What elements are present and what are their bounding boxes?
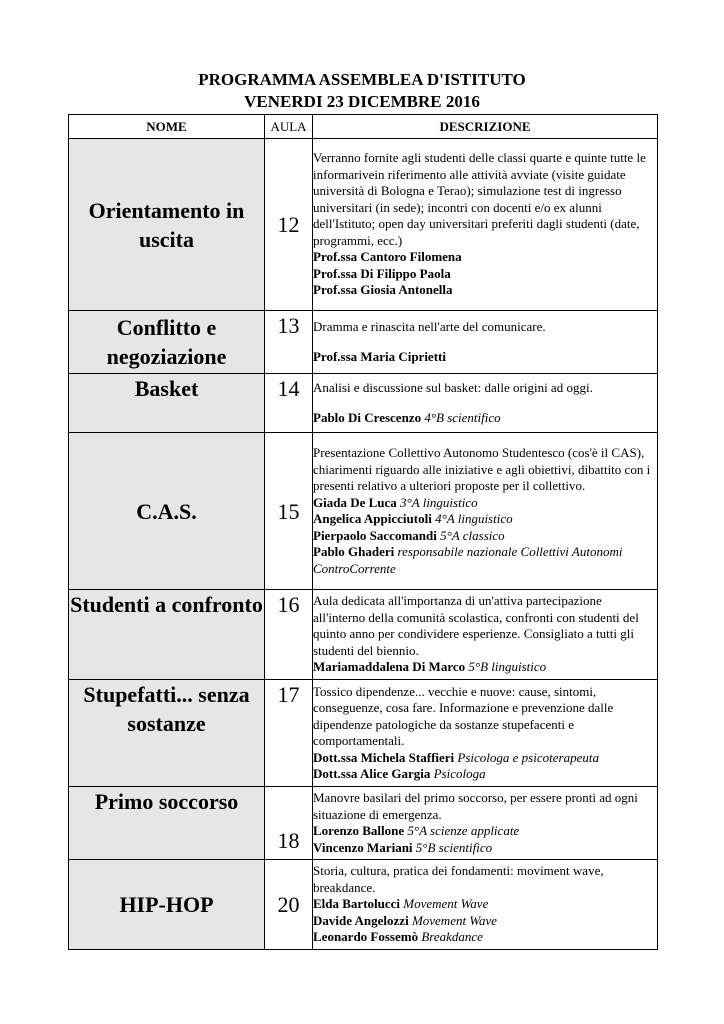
page-subtitle: VENERDI 23 DICEMBRE 2016 — [244, 92, 480, 111]
person-name: Vincenzo Mariani — [313, 839, 413, 855]
person-name: Dott.ssa Michela Staffieri — [313, 749, 455, 765]
page-title: PROGRAMMA ASSEMBLEA D'ISTITUTO — [198, 70, 526, 89]
person-entry — [313, 823, 657, 840]
description-text: Storia, cultura, pratica dei fondamenti: moviment wave, breakdance. — [313, 863, 604, 895]
table-header-row — [69, 115, 658, 139]
column-header-name: NOME — [69, 115, 265, 139]
person-entry — [313, 750, 657, 767]
person-role: Breakdance — [421, 929, 483, 945]
table-row — [69, 860, 658, 950]
activity-description — [313, 860, 658, 950]
column-header-description: DESCRIZIONE — [313, 115, 658, 139]
person-role: 5°A scienze applicate — [407, 823, 520, 838]
person-entry — [313, 913, 657, 930]
table-row — [69, 590, 658, 680]
person-role: 4°A linguistico — [435, 511, 513, 526]
person-entry — [313, 528, 657, 545]
room-number: 17 — [265, 680, 313, 787]
room-number: 15 — [265, 433, 313, 590]
person-name: Lorenzo Ballone — [313, 823, 405, 838]
table-row — [69, 311, 658, 374]
person-name: Prof.ssa Giosia Antonella — [313, 282, 453, 298]
person-name: Pablo Ghaderi — [313, 544, 395, 559]
person-entry — [313, 410, 657, 427]
person-name: Prof.ssa Cantoro Filomena — [313, 249, 462, 265]
activity-description — [313, 787, 658, 860]
table-row — [69, 787, 658, 860]
activity-description — [313, 374, 658, 433]
activity-name: Primo soccorso — [69, 787, 265, 860]
table-row — [69, 433, 658, 590]
person-role: 5°A classico — [440, 527, 505, 543]
person-name: Dott.ssa Alice Gargia — [313, 766, 431, 781]
activity-name: Conflitto e negoziazione — [69, 311, 265, 374]
description-text: Presentazione Collettivo Autonomo Studentesco (cos'è il CAS), chiarimenti riguardo alle iniziative e agli obiettivi, dibattito con i presenti relativo a ulteriori proposte per il collettivo. — [313, 445, 651, 493]
person-name: Elda Bartolucci — [313, 896, 401, 912]
table-row — [69, 680, 658, 787]
person-role: 3°A linguistico — [400, 494, 478, 510]
description-text: Aula dedicata all'importanza di un'attiva partecipazione all'interno della comunità scolastica, confronti con studenti del quinto anno per condividere esperienze. Consigliato a tutti gli studenti del biennio. — [313, 593, 639, 658]
person-name: Pablo Di Crescenzo — [313, 409, 422, 425]
person-name: Leonardo Fossemò — [313, 929, 419, 945]
person-role: 5°B scientifico — [415, 839, 493, 855]
person-entry — [313, 766, 657, 783]
description-text: Tossico dipendenze... vecchie e nuove: cause, sintomi, conseguenze, cosa fare. Informazione e prevenzione dalle dipendenze patologiche da sostanze stupefacenti e comportamentali. — [313, 683, 614, 748]
person-entry — [313, 544, 657, 577]
description-text: Verranno fornite agli studenti delle classi quarte e quinte tutte le informarivein riferimento alle attività avviate (visite guidate università di Bologna e Terao); simulazione test di ingresso universitari (in sede); incontri con docenti e/o ex alunni dell'Istituto; open day universitari preferiti dagli studenti (date, programmi, ecc.) — [313, 150, 646, 248]
person-role: 4°B scientifico — [424, 409, 501, 425]
activity-name: C.A.S. — [69, 433, 265, 590]
person-name: Prof.ssa Maria Ciprietti — [313, 348, 446, 364]
activity-name: Stupefatti... senza sostanze — [69, 680, 265, 787]
person-role: 5°B linguistico — [468, 659, 547, 675]
table-row — [69, 374, 658, 433]
person-entry — [313, 249, 657, 266]
activity-name: HIP-HOP — [69, 860, 265, 950]
room-number: 16 — [265, 590, 313, 680]
room-number: 20 — [265, 860, 313, 950]
description-text: Analisi e discussione sul basket: dalle origini ad oggi. — [313, 380, 593, 395]
person-name: Pierpaolo Saccomandi — [313, 527, 437, 543]
activity-description — [313, 680, 658, 787]
table-row — [69, 139, 658, 311]
person-role: Psicologa e psicoterapeuta — [457, 749, 599, 765]
room-number: 12 — [265, 139, 313, 311]
room-number: 18 — [265, 787, 313, 860]
schedule-table — [68, 114, 658, 950]
activity-name: Studenti a confronto — [69, 590, 265, 680]
person-name: Prof.ssa Di Filippo Paola — [313, 265, 451, 281]
person-name: Giada De Luca — [313, 494, 397, 510]
activity-description — [313, 311, 658, 374]
person-entry — [313, 840, 657, 857]
person-entry — [313, 929, 657, 946]
person-entry — [313, 896, 657, 913]
person-name: Davide Angelozzi — [313, 912, 409, 928]
person-name: Angelica Appicciutoli — [313, 511, 432, 526]
room-number: 14 — [265, 374, 313, 433]
activity-name: Basket — [69, 374, 265, 433]
person-entry — [313, 282, 657, 299]
person-entry — [313, 511, 657, 528]
person-role: responsabile nazionale Collettivi Autonomi ControCorrente — [313, 544, 623, 576]
person-entry — [313, 266, 657, 283]
activity-description — [313, 590, 658, 680]
person-name: Mariamaddalena Di Marco — [313, 659, 466, 675]
activity-description — [313, 433, 658, 590]
person-role: Movement Wave — [403, 896, 489, 912]
description-text: Manovre basilari del primo soccorso, per essere pronti ad ogni situazione di emergenza. — [313, 790, 638, 822]
person-entry — [313, 659, 657, 676]
column-header-aula: AULA — [265, 115, 313, 139]
person-entry — [313, 495, 657, 512]
person-entry — [313, 349, 657, 366]
person-role: Movement Wave — [411, 912, 498, 928]
room-number: 13 — [265, 311, 313, 374]
description-text: Dramma e rinascita nell'arte del comunicare. — [313, 319, 546, 334]
person-role: Psicologa — [433, 766, 486, 781]
activity-description — [313, 139, 658, 311]
activity-name: Orientamento in uscita — [69, 139, 265, 311]
